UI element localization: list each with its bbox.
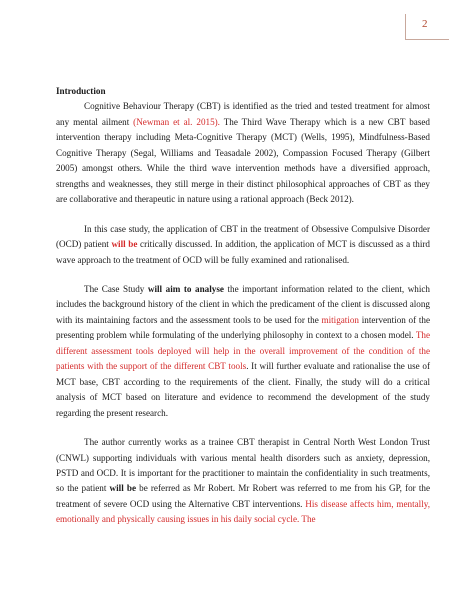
text-run: the important information related to the client, which includes the background history of the client in which the predicament of the client is discussed along with its maintaining factors and the assessment tools to be used for the: [56, 283, 430, 325]
text-run: critically discussed. In addition, the application of MCT is discussed as a third wave approach to the treatment of OCD will be fully examined and rationalised.: [56, 239, 430, 265]
bold-text-run: will be: [109, 483, 136, 494]
text-run: . It will further evaluate and rationalise the use of MCT base, CBT according to the requirements of the client. Finally, the study will do a critical analysis of MCT based on literature and evidence to recommend the development of the study regarding the present research.: [56, 361, 430, 418]
red-text-run: mitigation: [321, 314, 359, 325]
text-run: Cognitive Behaviour Therapy (CBT) is identified as the tried and tested treatment for almost any mental ailment: [56, 101, 430, 127]
red-text-run: His disease affects him, mentally, emotionally and physically causing issues in his daily social cycle. The: [56, 498, 430, 525]
text-run: The author currently works as a trainee CBT therapist in Central North West London Trust (CNWL) supporting individuals with various mental health disorders such as anxiety, depression, PSTD and OCD. It is important for the practitioner to maintain the confidentiality in such treatments, so the patient: [56, 437, 430, 494]
text-run: be referred as Mr Robert. Mr Robert was referred to me from his GP, for the treatment of severe OCD using the Alternative CBT interventions.: [56, 483, 431, 509]
red-text-run: The different assessment tools deployed will help in the overall improvement of the condition of the patients with the support of the different CBT tools: [56, 330, 430, 372]
red-bold-text-run: will be: [111, 239, 138, 250]
red-text-run: (Newman et al. 2015).: [133, 116, 220, 127]
bold-text-run: will aim to analyse: [147, 283, 224, 294]
paragraph-1: [56, 99, 430, 207]
paragraph-2: [56, 222, 430, 268]
text-run: The Third Wave Therapy which is a new CBT based intervention therapy including Meta-Cognitive Therapy (MCT) (Wells, 1995), Mindfulness-Based Cognitive Therapy (Segal, Williams and Teasadale 2002), Compassion Focused Therapy (Gilbert 2005) amongst others. While the third wave intervention methods have a diversified approach, strengths and weaknesses, they still merge in their distinct philosophical approaches of CBT as they are collaborative and therapeutic in nature using a rational approach (Beck 2012).: [56, 116, 430, 205]
text-run: In this case study, the application of CBT in the treatment of Obsessive Compulsive Disorder (OCD) patient: [56, 223, 430, 250]
document-body: [56, 84, 430, 528]
paragraph-3: [56, 282, 430, 421]
paragraph-4: [56, 435, 430, 528]
text-run: intervention of the presenting problem while formulating of the underlying philosophy in context to a chosen model.: [56, 314, 431, 341]
text-run: The Case Study: [84, 283, 148, 294]
section-heading: Introduction: [56, 86, 106, 96]
page-number: 2: [422, 18, 428, 30]
